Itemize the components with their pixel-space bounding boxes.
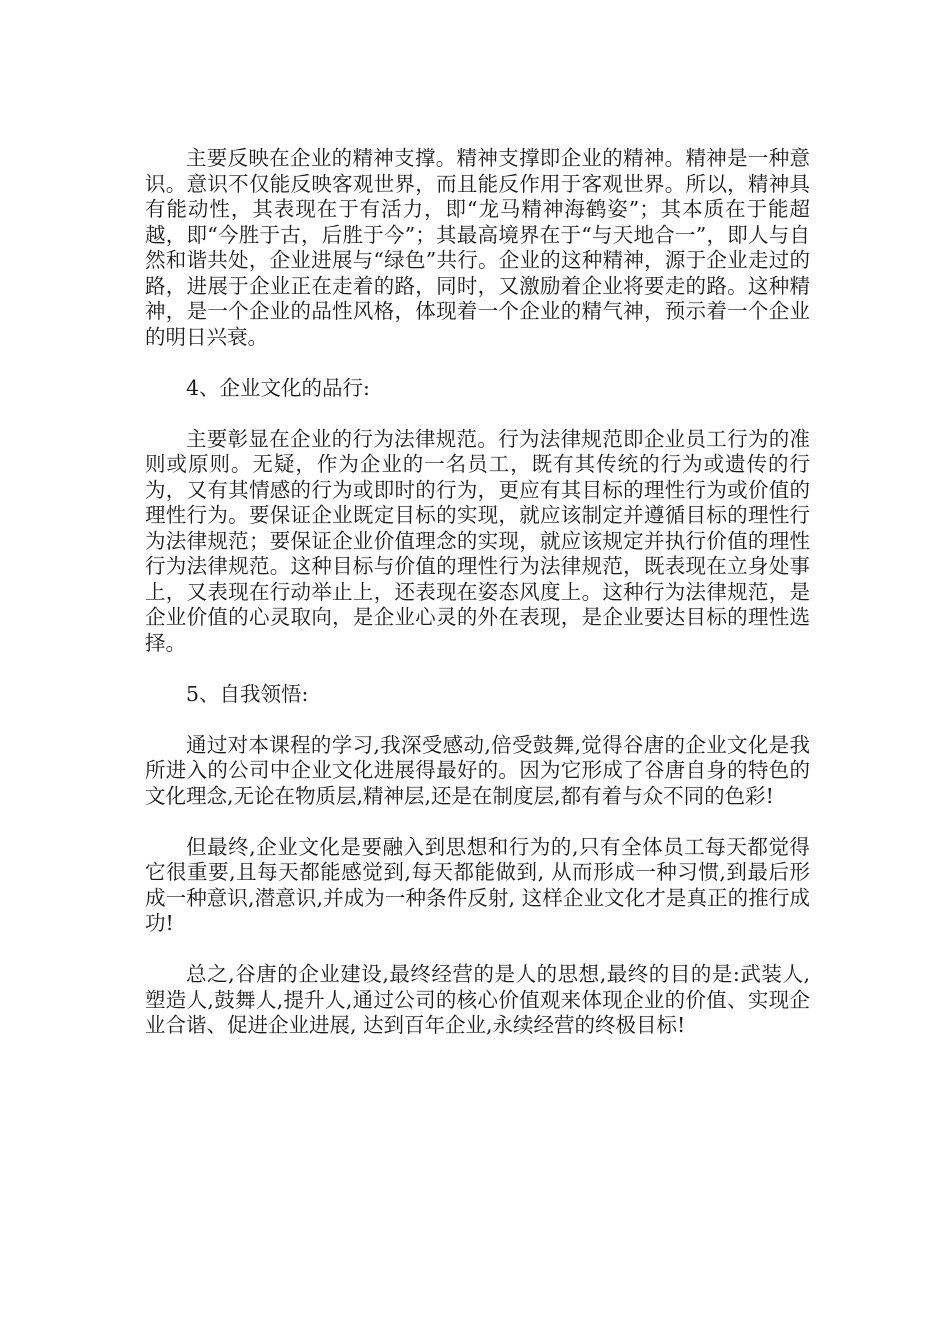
- paragraph-conclusion: 总之,谷唐的企业建设,最终经营的是人的思想,最终的目的是:武装人,塑造人,鼓舞人,提升人,通过公司的核心价值观来体现企业的价值、实现企业合谐、促进企业进展, 达到百年企业,永续经营的终极目标!: [145, 962, 810, 1037]
- paragraph-conduct: 主要彰显在企业的行为法律规范。行为法律规范即企业员工行为的准则或原则。无疑，作为企业的一名员工，既有其传统的行为或遗传的行为，又有其情感的行为或即时的行为，更应有其目标的理性行为或价值的理性行为。要保证企业既定目标的实现，就应该制定并遵循目标的理性行为法律规范；要保证企业价值理念的实现，就应该规定并执行价值的理性行为法律规范。这种目标与价值的理性行为法律规范，既表现在立身处事上，又表现在行动举止上，还表现在姿态风度上。这种行为法律规范，是企业价值的心灵取向，是企业心灵的外在表现，是企业要达目标的理性选择。: [145, 426, 810, 655]
- paragraph-reflection-2: 但最终,企业文化是要融入到思想和行为的,只有全体员工每天都觉得它很重要,且每天都能感觉到,每天都能做到, 从而形成一种习惯,到最后形成一种意识,潜意识,并成为一种条件反射, 这样企业文化才是真正的推行成功!: [145, 834, 810, 935]
- paragraph-reflection-1: 通过对本课程的学习,我深受感动,倍受鼓舞,觉得谷唐的企业文化是我所进入的公司中企业文化进展得最好的。因为它形成了谷唐自身的特色的文化理念,无论在物质层,精神层,还是在制度层,都有着与众不同的色彩!: [145, 732, 810, 808]
- section-heading-reflection: 5、自我领悟:: [186, 681, 309, 706]
- section-heading-conduct: 4、企业文化的品行:: [186, 375, 370, 400]
- document-body: [145, 146, 810, 1064]
- paragraph-spirit: 主要反映在企业的精神支撑。精神支撑即企业的精神。精神是一种意识。意识不仅能反映客观世界，而且能反作用于客观世界。所以，精神具有能动性，其表现在于有活力，即“龙马精神海鹤姿”；其本质在于能超越，即“今胜于古，后胜于今”；其最高境界在于“与天地合一”，即人与自然和谐共处，企业进展与“绿色”共行。企业的这种精神，源于企业走过的路，进展于企业正在走着的路，同时，又激励着企业将要走的路。这种精神，是一个企业的品性风格，体现着一个企业的精气神，预示着一个企业的明日兴衰。: [145, 146, 810, 349]
